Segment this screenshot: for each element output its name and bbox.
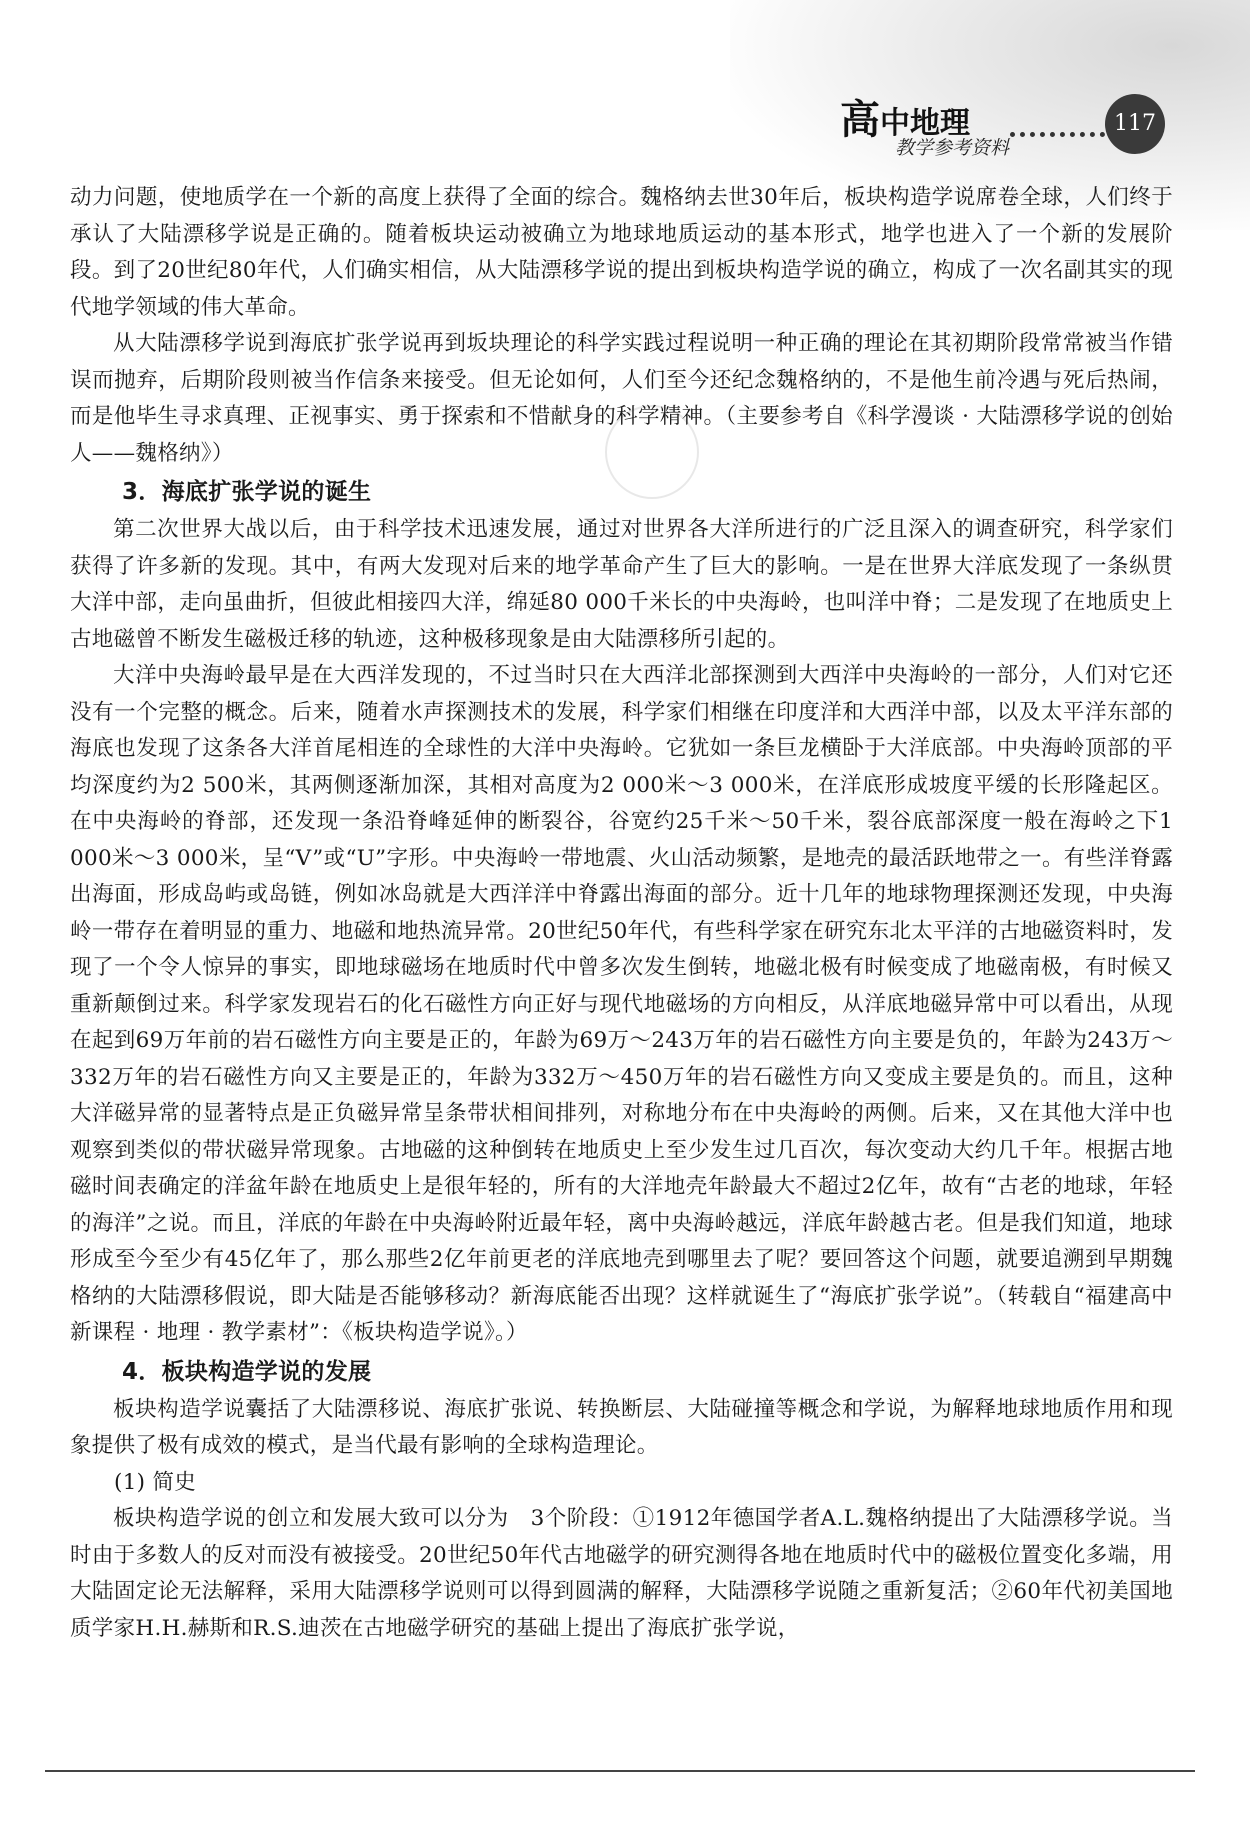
paragraph: 从大陆漂移学说到海底扩张学说再到坂块理论的科学实践过程说明一种正确的理论在其初期阶段常常被当作错误而抛弃，后期阶段则被当作信条来接受。但无论如何，人们至今还纪念魏格纳的，不是他生前冷遇与死后热闹，而是他毕生寻求真理、正视事实、勇于探索和不惜献身的科学精神。（主要参考自《科学漫谈 · 大陆漂移学说的创始人——魏格纳》） — [70, 331, 1173, 466]
book-subtitle: 教学参考资料 — [895, 137, 1010, 159]
book-title-rest: 中地理 — [880, 106, 970, 141]
footer-rule — [45, 1770, 1195, 1772]
paragraph-continued: 动力问题，使地质学在一个新的高度上获得了全面的综合。魏格纳去世30年后，板块构造学说席卷全球，人们终于承认了大陆漂移学说是正确的。随着板块运动被确立为地球地质运动的基本形式，地学也进入了一个新的发展阶段。到了20世纪80年代，人们确实相信，从大陆漂移学说的提出到板块构造学说的确立，构成了一次名副其实的现代地学领域的伟大革命。 — [70, 185, 1173, 320]
section-heading-4: 4．板块构造学说的发展 — [122, 1358, 372, 1385]
subsection-label: (1) 简史 — [114, 1469, 197, 1495]
page-number: 117 — [1105, 94, 1165, 154]
header-dot-leader — [1010, 124, 1105, 137]
paragraph: 板块构造学说囊括了大陆漂移说、海底扩张说、转换断层、大陆碰撞等概念和学说，为解释地球地质作用和现象提供了极有成效的模式，是当代最有影响的全球构造理论。 — [70, 1396, 1173, 1458]
page-header — [650, 88, 1170, 168]
main-text — [70, 180, 1173, 1647]
paragraph: 大洋中央海岭最早是在大西洋发现的，不过当时只在大西洋北部探测到大西洋中央海岭的一部分，人们对它还没有一个完整的概念。后来，随着水声探测技术的发展，科学家们相继在印度洋和大西洋中部，以及太平洋东部的海底也发现了这条各大洋首尾相连的全球性的大洋中央海岭。它犹如一条巨龙横卧于大洋底部。中央海岭顶部的平均深度约为2 500米，其两侧逐渐加深，其相对高度为2 000米～3 000米，在洋底形成坡度平缓的长形隆起区。在中央海岭的脊部，还发现一条沿脊峰延伸的断裂谷，谷宽约25千米～50千米，裂谷底部深度一般在海岭之下1 000米～3 000米，呈“V”或“U”字形。中央海岭一带地震、火山活动频繁，是地壳的最活跃地带之一。有些洋脊露出海面，形成岛屿或岛链，例如冰岛就是大西洋洋中脊露出海面的部分。近十几年的地球物理探测还发现，中央海岭一带存在着明显的重力、地磁和地热流异常。20世纪50年代，有些科学家在研究东北太平洋的古地磁资料时，发现了一个令人惊异的事实，即地球磁场在地质时代中曾多次发生倒转，地磁北极有时候变成了地磁南极，有时候又重新颠倒过来。科学家发现岩石的化石磁性方向正好与现代地磁场的方向相反，从洋底地磁异常中可以看出，从现在起到69万年前的岩石磁性方向主要是正的，年龄为69万～243万年的岩石磁性方向主要是负的，年龄为243万～332万年的岩石磁性方向又主要是正的，年龄为332万～450万年的岩石磁性方向又变成主要是负的。而且，这种大洋磁异常的显著特点是正负磁异常呈条带状相间排列，对称地分布在中央海岭的两侧。后来，又在其他大洋中也观察到类似的带状磁异常现象。古地磁的这种倒转在地质史上至少发生过几百次，每次变动大约几千年。根据古地磁时间表确定的洋盆年龄在地质史上是很年轻的，所有的大洋地壳年龄最大不超过2亿年，故有“古老的地球，年轻的海洋”之说。而且，洋底的年龄在中央海岭附近最年轻，离中央海岭越远，洋底年龄越古老。但是我们知道，地球形成至今至少有45亿年了，那么那些2亿年前更老的洋底地壳到哪里去了呢？要回答这个问题，就要追溯到早期魏格纳的大陆漂移假说，即大陆是否能够移动？新海底能否出现？这样就诞生了“海底扩张学说”。（转载自“福建高中新课程 · 地理 · 教学素材”：《板块构造学说》。） — [70, 663, 1173, 1345]
paragraph: 第二次世界大战以后，由于科学技术迅速发展，通过对世界各大洋所进行的广泛且深入的调查研究，科学家们获得了许多新的发现。其中，有两大发现对后来的地学革命产生了巨大的影响。一是在世界大洋底发现了一条纵贯大洋中部，走向虽曲折，但彼此相接四大洋，绵延80 000千米长的中央海岭，也叫洋中脊；二是发现了在地质史上古地磁曾不断发生磁极迁移的轨迹，这种极移现象是由大陆漂移所引起的。 — [70, 517, 1173, 652]
section-heading-3: 3．海底扩张学说的诞生 — [122, 479, 372, 505]
paragraph: 板块构造学说的创立和发展大致可以分为 3个阶段：①1912年德国学者A.L.魏格纳提出了大陆漂移学说。当时由于多数人的反对而没有被接受。20世纪50年代古地磁学的研究测得各地在地质时代中的磁极位置变化多端，用大陆固定论无法解释，采用大陆漂移学说则可以得到圆满的解释，大陆漂移学说随之重新复活；②60年代初美国地质学家H.H.赫斯和R.S.迪茨在古地磁学研究的基础上提出了海底扩张学说， — [70, 1506, 1173, 1641]
book-title-big: 高 — [840, 97, 880, 143]
